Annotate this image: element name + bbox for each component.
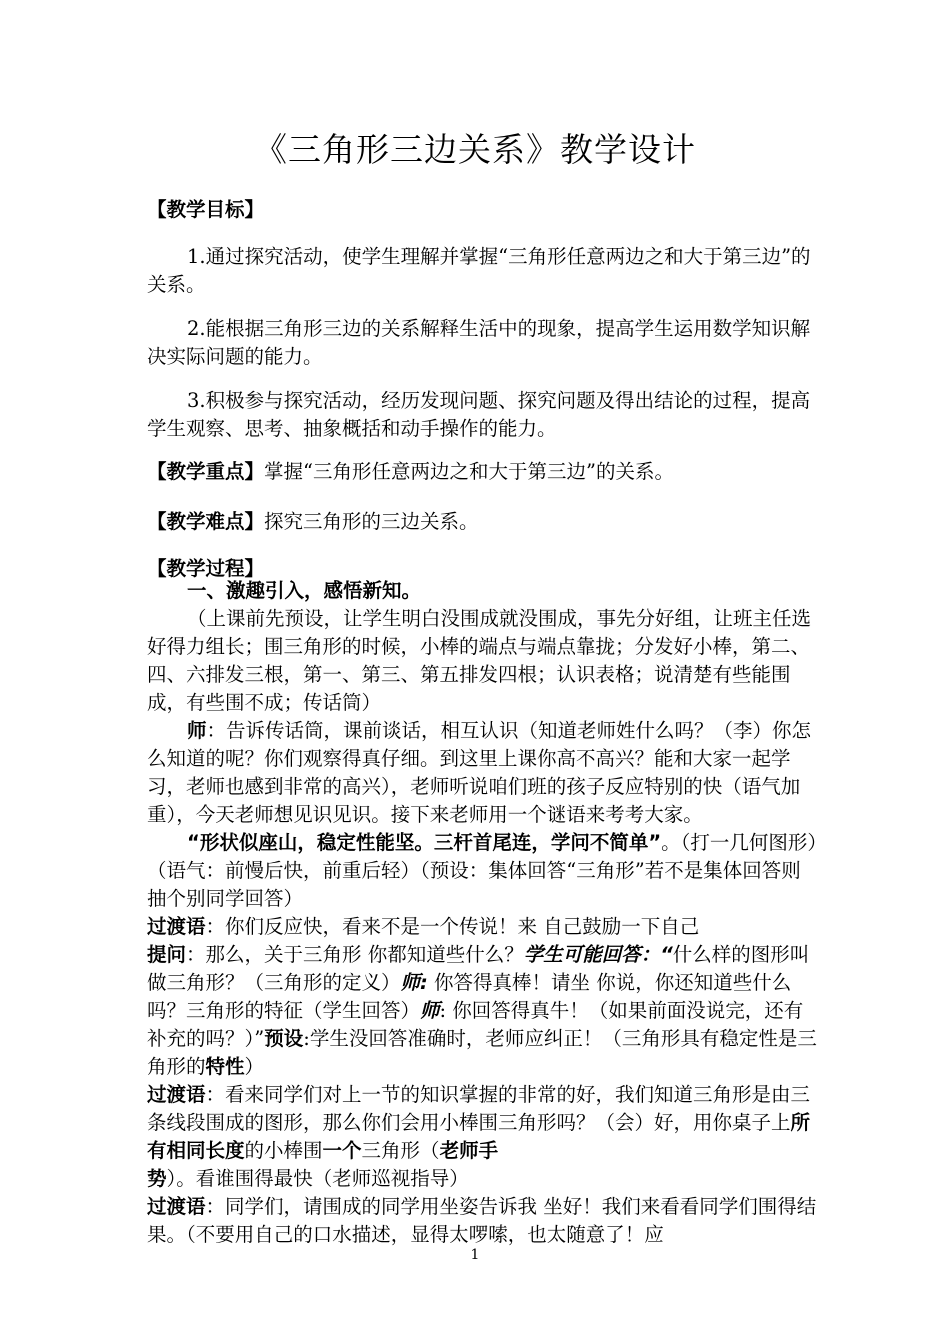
preparation-note: （上课前先预设，让学生明白没围成就没围成，事先分好组，让班主任选好得力组长；围三角形的时候，小棒的端点与端点靠拢；分发好小棒，第二、四、六排发三根，第一、第三、第五排发四根；认识表格；说清楚有些能围成，有些围不成；传话筒） [147,607,812,714]
question-text-3: 你答得真棒！请坐 你说，你还知道些什么吗？三角形的特征（学生回答） [147,971,792,1022]
transition-2-text-1: ：看来同学们对上一节的知识掌握的非常的好，我们知道三角形是由三条线段围成的图形，那么你们会用小棒围三角形吗？（会）好，用你桌子上 [147,1083,811,1134]
transition-1-label: 过渡语 [147,915,206,938]
transition-1 [147,913,819,941]
key-point-label: 【教学重点】 [147,460,265,483]
teacher-text: ：告诉传话筒，课前谈话，相互认识（知道老师姓什么吗？（李）你怎么知道的呢？你们观察得真仔细。到这里上课你高不高兴？能和大家一起学习，老师也感到非常的高兴），老师听说咱们班的孩子反应特别的快（语气加重），今天老师想见识见识。接下来老师用一个谜语来考考大家。 [147,719,812,826]
riddle-rest: 。（打一几何图形）（语气：前慢后快，前重后轻）（预设：集体回答“三角形”若不是集体回答则抽个别同学回答） [147,831,818,910]
transition-2-text-3: 三角形（ [361,1139,440,1162]
question-paragraph [147,941,819,1081]
transition-2-text-2: 的小棒围 [244,1139,323,1162]
transition-1-text: ：你们反应快，看来不是一个传说！来 自己鼓励一下自己 [205,915,700,938]
objectives-heading: 【教学目标】 [147,198,265,221]
teacher-label: 师 [187,719,207,742]
transition-2 [147,1081,819,1193]
riddle-text: “形状似座山，稳定性能坚。三杆首尾连，学问不简单” [187,831,662,854]
transition-2-emph-1: 所有相同长度 [147,1111,811,1162]
question-emph-2: 师: [400,971,428,994]
question-text-1: ：那么，关于三角形 你都知道些什么？ [186,943,524,966]
question-label: 提问 [147,943,187,966]
document-title: 《三角形三边关系》教学设计 [254,130,696,169]
question-text-5: :学生没回答准确时，老师应纠正！（三角形具有稳定性是三角形的 [147,1027,817,1078]
question-emph-4: 预设 [264,1027,304,1050]
transition-2-text-4: ）。看谁围得最快（老师巡视指导） [166,1167,469,1190]
question-text-2: 什么样的图形叫做三角形？（三角形的定义） [147,943,810,994]
question-emph-3: 师 [420,999,440,1022]
difficulty-label: 【教学难点】 [147,510,265,533]
riddle-paragraph [147,829,819,913]
objective-item-2: 2.能根据三角形三边的关系解释生活中的现象，提高学生运用数学知识解决实际问题的能力。 [147,317,811,368]
process-body [147,577,819,1249]
question-emph-1: 学生可能回答：“ [523,943,673,966]
objective-item-3: 3.积极参与探究活动，经历发现问题、探究问题及得出结论的过程，提高学生观察、思考、抽象概括和动手操作的能力。 [147,389,811,440]
transition-3-label: 过渡语 [147,1195,206,1218]
transition-2-emph-2: 一个 [322,1139,362,1162]
transition-3-text: ：同学们，请围成的同学用坐姿告诉我 坐好！我们来看看同学们围得结果。（不要用自己的口水描述，显得太啰嗦，也太随意了！应 [147,1195,817,1246]
teacher-paragraph [147,717,819,829]
transition-3 [147,1193,819,1249]
page-number: 1 [470,1247,480,1263]
objective-item-1: 1.通过探究活动，使学生理解并掌握“三角形任意两边之和大于第三边”的关系。 [147,245,811,296]
key-point-text: 掌握“三角形任意两边之和大于第三边”的关系。 [264,460,674,483]
question-text-6: ） [244,1055,265,1078]
question-text-4: : 你回答得真牛！（如果前面没说完，还有补充的吗？）” [147,999,804,1050]
difficulty-text: 探究三角形的三边关系。 [264,510,479,533]
section-1-heading: 一、激趣引入，感悟新知。 [187,579,422,602]
process-heading: 【教学过程】 [147,557,265,580]
difficulty [147,508,819,536]
transition-2-label: 过渡语 [147,1083,206,1106]
key-point [147,458,819,486]
transition-2-emph-3: 老师手势 [147,1139,499,1190]
question-emph-5: 特性 [205,1055,245,1078]
